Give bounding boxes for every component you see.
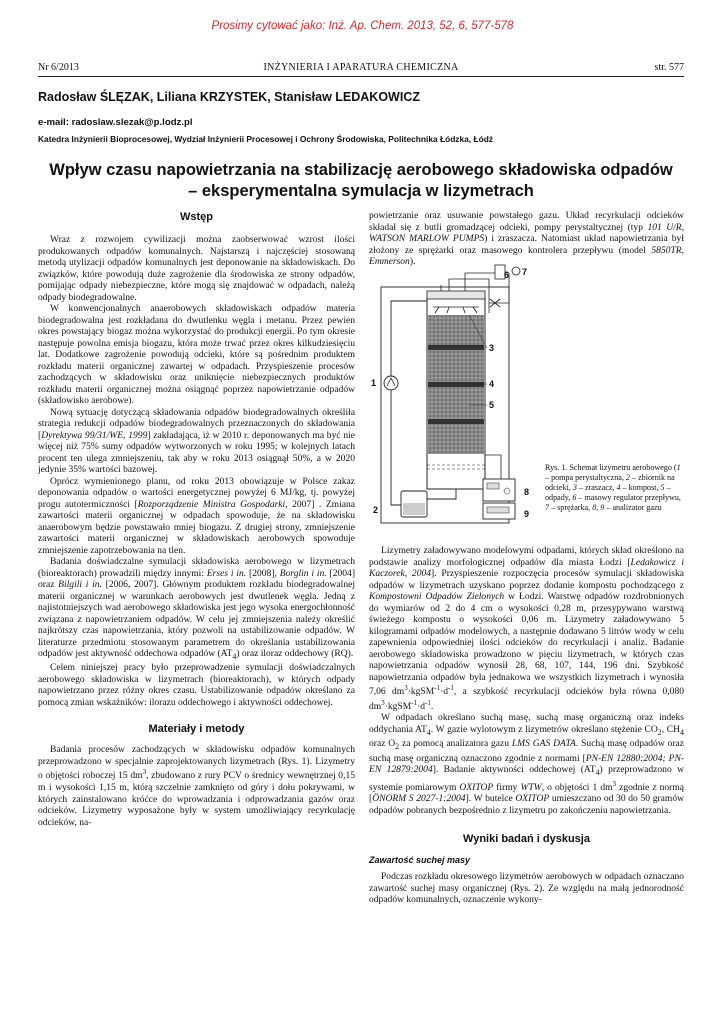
reference: Erses i in.	[206, 567, 247, 579]
right-column-bottom	[369, 545, 684, 906]
waste-layer	[428, 350, 484, 382]
paragraph: Celem niniejszej pracy było przeprowadzenie symulacji doświadczalnych aerobowego składowiska w lizymetrach (bioreaktorach), w których odpady napowietrzano przez różny okres czasu. Ustabilizowanie odpadów określano za pomocą zmian wskaźników: ilorazu oddechowego i aktywności oddechowej.	[38, 662, 355, 708]
subsection-heading-dry-mass: Zawartość suchej masy	[369, 855, 471, 866]
figure-label-5: 5	[489, 400, 495, 410]
journal-name: INŻYNIERIA I APARATURA CHEMICZNA	[263, 62, 459, 73]
compost-layer	[428, 419, 484, 424]
figure-label-3: 3	[489, 343, 495, 353]
author-email[interactable]: e-mail: radoslaw.slezak@p.lodz.pl	[38, 117, 193, 128]
paragraph: Wraz z rozwojem cywilizacji można zaobserwować wzrost ilości produkowanych odpadów komunalnych. Najstarszą i najczęściej stosowaną metodą utylizacji odpadów komunalnych jest deponowanie na składowiskach. Do związków, które powodują duże zagrożenie dla środowiska ze strony odpadów, pomijając odpady niebezpieczne, które mogą się znajdować w odpadach, należą odpady biodegradowalne.	[38, 234, 355, 303]
authors: Radosław ŚLĘZAK, Liliana KRZYSTEK, Stanisław LEDAKOWICZ	[38, 90, 420, 104]
page-number: str. 577	[654, 62, 684, 73]
paragraph: W odpadach określano suchą masę, suchą masę organiczną oraz indeks oddychania $AT_4$. W gazie wylotowym z lizymetrów określano stężenie $CO_2$, $CH_4$ oraz $O_2$ za pomocą analizatora gazu LMS GAS DATA. Suchą masę odpadów oraz suchą masę organiczną oznaczono zgodnie z normami [PN-EN 12880:2004; PN-EN 12879:2004]. Badanie aktywności oddechowej $(AT_4)$ przeprowadzono w systemie pomiarowym OXITOP firmy WTW, o objętości 1 $dm^3$ zgodnie z normą [ÖNORM S 2027-1:2004]. W butelce OXITOP umieszczano od 30 do 50 gramów odpadów pobranych bezpośrednio z lizymetru po zakończeniu napowietrzania.	[369, 712, 685, 816]
reference: Rozporządzenie Ministra Gospodarki	[137, 498, 286, 510]
waste-layer	[428, 424, 484, 454]
reference: Bilgili i in.	[58, 579, 102, 590]
figure-label-8: 8	[524, 487, 530, 497]
reference: Borglin i in.	[279, 567, 327, 579]
lysimeter-schematic	[369, 255, 545, 535]
compost-layer	[428, 345, 484, 350]
reference: Dyrektywa 99/31/WE, 1999	[41, 429, 148, 441]
figure-label-6: 6	[504, 270, 510, 280]
compost-layer	[428, 382, 484, 387]
header-rule	[38, 76, 684, 77]
figure-label-1: 1	[371, 378, 377, 388]
paragraph: Oprócz wymienionego planu, od roku 2013 obowiązuje w Polsce zakaz deponowania odpadów o wartości energetycznej powyżej 6 MJ/kg, tj. powyżej progu autotermiczności [Rozporządzenie Ministra Gospodarki, 2007] . Zmiana zawartości materii organicznej w odpadach spowoduje, że na składowisku anaerobowym będzie powstawało mniej biogazu. Z drugiej strony, zmniejszenie zawartości materii organicznej w składowiskach aerobowych spowoduje zmniejszenie zapotrzebowania na tlen.	[38, 475, 355, 556]
citation-note: Prosimy cytować jako: Inż. Ap. Chem. 2013, 52, 6, 577-578	[211, 20, 514, 32]
section-heading-introduction: Wstęp	[180, 211, 213, 223]
left-column	[38, 210, 355, 828]
paragraph: Nową sytuację dotyczącą składowania odpadów biodegradowalnych określiła strategia redukcji odpadów biodegradowalnych przeznaczonych do składowania [Dyrektywa 99/31/WE, 1999] zakładająca, iż w 2010 r. deponowanych ma być nie więcej niż 75% sumy odpadów wytworzonych w roku 1995; w kolejnych latach procent ten ulega zmniejszeniu, tak aby w roku 2013 osiągnął 50%, a w 2020 jedynie 35% wartości bazowej.	[38, 406, 356, 475]
figure-label-9: 9	[524, 509, 530, 519]
issue-number: Nr 6/2013	[38, 62, 79, 73]
affiliation: Katedra Inżynierii Bioprocesowej, Wydział Inżynierii Procesowej i Ochrony Środowiska, Politechnika Łódzka, Łódź	[38, 134, 493, 144]
paper-title	[38, 160, 684, 202]
figure-label-2: 2	[373, 505, 379, 515]
paragraph: W konwencjonalnych anaerobowych składowiskach odpadów materia biodegradowalna jest rozkładana do dwutlenku węgla i metanu. Przez pewien okres powstający biogaz można wykorzystać do produkcji energii. Po tym okresie następuje powolna emisja biogazu, która może trwać przez okres kilkudziesięciu lat. Dodatkowe zagrożenie powodują odcieki, które są pośrednim produktem rozkładu materii organicznej zawartej w odpadach. Przyspieszenie procesów zachodzących w składowisku oraz uniknięcie niebezpiecznych produktów rozkładu materii organicznej można osiągnąć poprzez napowietrzanie odpadów (składowisko aerobowe).	[38, 303, 355, 406]
paragraph: Badania doświadczalne symulacji składowiska aerobowego w lizymetrach (bioreaktorach) prowadzili między innymi: Erses i in. [2008], Borglin i in. [2004] oraz Bilgili i in. [2006, 2007]. Głównym produktem rozkładu biodegradowalnej materii organicznej w warunkach aerobowych jest dwutlenek węgla. Jedną z najistotniejszych wad aerobowego składowiska jest jego wysoka energochłonność związana z napowietrzaniem odpadów. W celu jej zmniejszenia należy określić najkrótszy czas napowietrzania, który pozwoli na ustabilizowanie odpadów. W literaturze przedmiotu stosowanym parametrem do określania ustabilizowania odpadów jest aktywność oddechowa odpadów $(AT_4)$ oraz iloraz oddechowy (RQ).	[38, 556, 355, 661]
waste-layer	[428, 387, 484, 419]
paragraph: powietrzanie oraz usuwanie powstałego gazu. Układ recyrkulacji odcieków składał się z butli gromadzącej odcieki, pompy perystaltycznej (typ 101 U/R, WATSON MARLOW PUMPS) i zraszacza. Natomiast układ napowietrzania był złożony ze sprężarki oraz masowego kontrolera przepływu (model 5850TR, Emmerson).	[369, 210, 684, 267]
figure-label-4: 4	[489, 379, 495, 389]
figure-label-7: 7	[522, 267, 528, 277]
figure-caption: Rys. 1. Schemat lizymetru aerobowego (1 – pompa perystaltyczna, 2 – zbiornik na odcieki, 3 – zraszacz, 4 – kompost, 5 – odpady, 6 – masowy regulator przepływu, 7 – sprężarka, 8, 9 – analizator gazu	[545, 463, 681, 512]
paragraph: Badania procesów zachodzących w składowisku odpadów komunalnych przeprowadzono w specjalnie zaprojektowanych lizymetrach (Rys. 1). Lizymetry o objętości roboczej 15 $dm^3$, zbudowano z rury PCV o średnicy wewnętrznej 0,15 m i wysokości 1,15 m, którą szczelnie zamknięto od góry i dołu pokrywami, w których zainstalowano króćce do wprowadzania i odprowadzania gazów oraz odcieków. Lizymetry wyposażone były w system umożliwiający recyrkulację odcieków, na-	[38, 744, 355, 828]
paragraph: Podczas rozkładu okresowego lizymetrów aerobowych w odpadach oznaczano zawartość suchej masy organicznej (Rys. 2). Ze względu na małą jednorodność odpadów komunalnych, oznaczenie wykony-	[369, 871, 684, 906]
title-line-2: – eksperymentalna symulacja w lizymetrach	[188, 182, 534, 200]
section-heading-results: Wyniki badań i dyskusja	[463, 833, 590, 846]
waste-layer	[428, 315, 484, 345]
compressor	[512, 267, 520, 275]
gas-analyzer	[483, 479, 515, 501]
title-line-1: Wpływ czasu napowietrzania na stabilizację aerobowego składowiska odpadów	[49, 161, 673, 179]
paragraph: Lizymetry załadowywano modelowymi odpadami, których skład określono na podstawie analizy morfologicznej odpadów dla miasta Łodzi [Ledakowicz i Kaczorek, 2004]. Przyspieszenie rozpoczęcia procesów symulacji składowiska odpadów w lizymetrach uzyskano poprzez dodanie kompostu pochodzącego z Kompostowni Odpadów Zielonych w Łodzi. Warstwę odpadów rozdrobnionych do wymiarów od 2 do 4 cm o wysokości 0,28 m, przesypywano warstwą świeżego kompostu o wysokości 0,06 m. Lizymetry załadowywano 5 kilogramami odpadów modelowych, a następnie dodawano 5 litrów wody w celu zapewnienia odpowiedniej ilości odcieków do recyrkulacji i analiz. Badanie aerobowego składowiska prowadzono w pięciu lizymetrach, w których czas napowietrzania odpadów wynosił 28, 68, 107, 144, 196 dni. Szybkość napowietrzania odpadów była jednakowa we wszystkich lizymetrach i wynosiła 7,06 $dm^3\cdot kgSM^{-1}\cdot d^{-1}$, a szybkość recyrkulacji odcieków była równa 0,080 $dm^3\cdot kgSM^{-1}\cdot d^{-1}$.	[369, 545, 684, 712]
section-heading-methods: Materiały i metody	[148, 723, 245, 736]
